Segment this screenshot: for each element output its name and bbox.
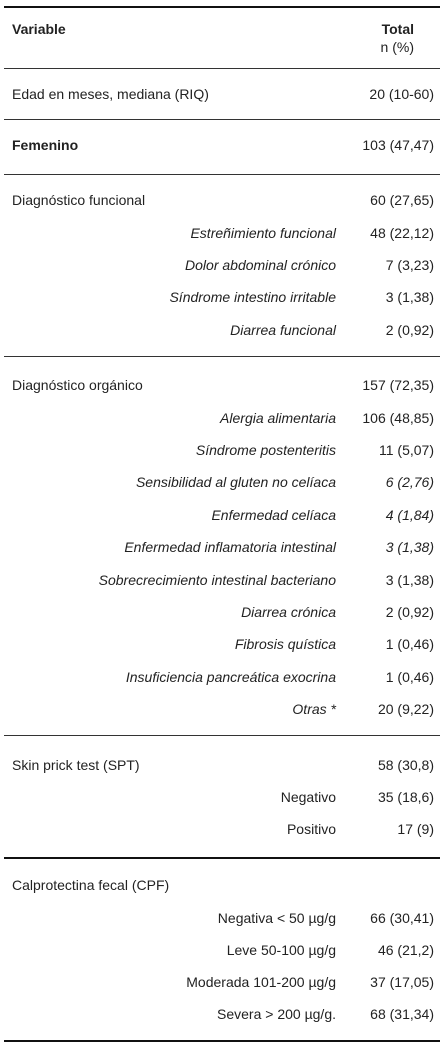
row-value-fibrosis: 1 (0,46) xyxy=(385,636,434,652)
row-label-spt: Skin prick test (SPT) xyxy=(12,757,140,773)
row-label-otras: Otras * xyxy=(292,701,336,717)
row-label-cpf-moderada: Moderada 101-200 µg/g xyxy=(186,974,336,990)
section-rule xyxy=(4,857,440,859)
row-value-funcional: 60 (27,65) xyxy=(370,192,434,208)
row-value-insuficiencia: 1 (0,46) xyxy=(385,669,434,685)
row-value-sii: 3 (1,38) xyxy=(385,289,434,305)
row-value-postenteritis: 11 (5,07) xyxy=(379,442,434,458)
row-value-organico: 157 (72,35) xyxy=(362,377,434,393)
section-rule xyxy=(4,119,440,120)
row-value-cpf-negativa: 66 (30,41) xyxy=(370,910,434,926)
row-value-celiaca: 4 (1,84) xyxy=(385,507,434,523)
header-variable: Variable xyxy=(12,21,66,37)
row-value-cpf-moderada: 37 (17,05) xyxy=(370,974,434,990)
row-value-dolor: 7 (3,23) xyxy=(385,257,434,273)
header-rule xyxy=(4,68,440,69)
row-value-spt-positivo: 17 (9) xyxy=(397,821,434,837)
section-rule xyxy=(4,174,440,175)
section-rule xyxy=(4,735,440,736)
row-label-cpf: Calprotectina fecal (CPF) xyxy=(12,877,170,893)
row-label-diarrea-funcional: Diarrea funcional xyxy=(230,322,336,338)
row-label-postenteritis: Síndrome postenteritis xyxy=(195,442,336,458)
row-value-sensibilidad: 6 (2,76) xyxy=(385,474,434,490)
row-label-cpf-leve: Leve 50-100 µg/g xyxy=(226,942,336,958)
row-label-insuficiencia: Insuficiencia pancreática exocrina xyxy=(125,669,336,685)
row-value-diarrea-funcional: 2 (0,92) xyxy=(385,322,434,338)
row-label-alergia: Alergia alimentaria xyxy=(220,410,336,426)
row-value-diarrea-cronica: 2 (0,92) xyxy=(385,604,434,620)
row-value-cpf-severa: 68 (31,34) xyxy=(370,1006,434,1022)
row-label-cpf-severa: Severa > 200 µg/g. xyxy=(217,1006,336,1022)
row-label-funcional: Diagnóstico funcional xyxy=(12,192,146,208)
row-label-eii: Enfermedad inflamatoria intestinal xyxy=(124,539,336,555)
row-value-eii: 3 (1,38) xyxy=(385,539,434,555)
header-total: Total xyxy=(381,21,414,37)
row-value-otras: 20 (9,22) xyxy=(377,701,434,717)
row-label-estrenimiento: Estreñimiento funcional xyxy=(190,225,336,241)
row-label-cpf-negativa: Negativa < 50 µg/g xyxy=(217,910,336,926)
row-value-cpf-leve: 46 (21,2) xyxy=(377,942,434,958)
row-value-sobrecrecimiento: 3 (1,38) xyxy=(385,572,434,588)
row-value-edad: 20 (10-60) xyxy=(369,86,434,102)
header-n-percent: n (%) xyxy=(380,39,414,55)
row-label-dolor: Dolor abdominal crónico xyxy=(185,257,336,273)
row-label-spt-negativo: Negativo xyxy=(280,789,336,805)
row-value-spt-negativo: 35 (18,6) xyxy=(377,789,434,805)
row-label-fibrosis: Fibrosis quística xyxy=(234,636,336,652)
row-label-sensibilidad: Sensibilidad al gluten no celíaca xyxy=(135,474,336,490)
row-label-spt-positivo: Positivo xyxy=(286,821,336,837)
row-label-organico: Diagnóstico orgánico xyxy=(12,377,143,393)
row-label-celiaca: Enfermedad celíaca xyxy=(211,507,336,523)
row-value-alergia: 106 (48,85) xyxy=(362,410,434,426)
row-label-diarrea-cronica: Diarrea crónica xyxy=(241,604,336,620)
section-rule xyxy=(4,356,440,357)
row-label-sobrecrecimiento: Sobrecrecimiento intestinal bacteriano xyxy=(98,572,336,588)
row-label-edad: Edad en meses, mediana (RIQ) xyxy=(12,86,209,102)
table-top-rule xyxy=(4,6,440,8)
row-value-femenino: 103 (47,47) xyxy=(362,137,434,153)
row-value-spt: 58 (30,8) xyxy=(377,757,434,773)
row-value-estrenimiento: 48 (22,12) xyxy=(370,225,434,241)
row-label-sii: Síndrome intestino irritable xyxy=(169,289,336,305)
table-bottom-rule xyxy=(4,1040,440,1042)
row-label-femenino: Femenino xyxy=(12,137,79,153)
